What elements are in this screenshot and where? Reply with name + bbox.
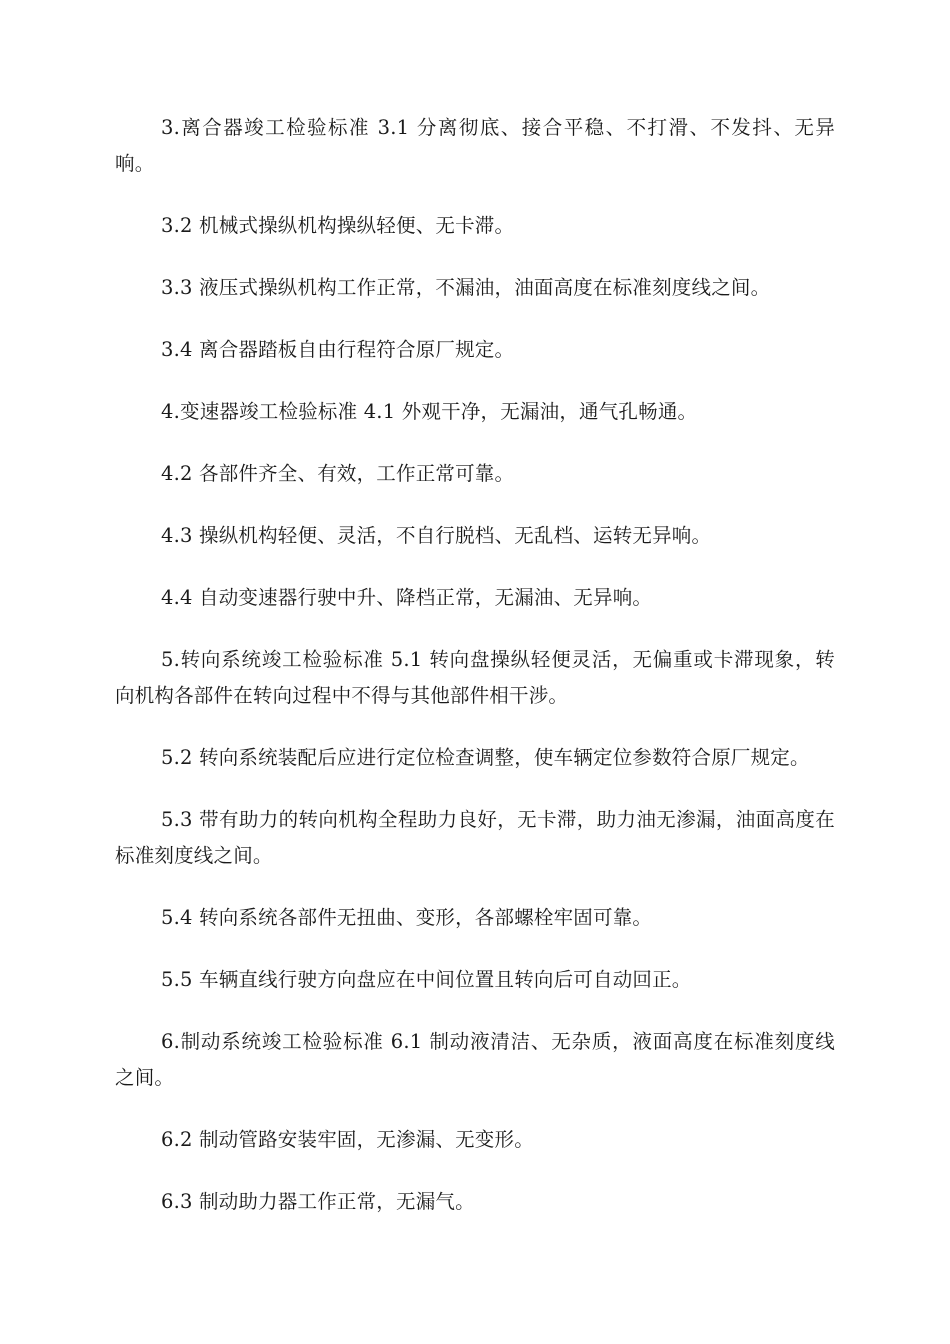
paragraph-transmission-control: 4.3 操纵机构轻便、灵活，不自行脱档、无乱档、运转无异响。 <box>161 524 712 547</box>
paragraph-transmission-standard: 4.变速器竣工检验标准 4.1 外观干净，无漏油，通气孔畅通。 <box>161 400 698 423</box>
paragraph-clutch-pedal: 3.4 离合器踏板自由行程符合原厂规定。 <box>161 338 515 361</box>
paragraph-steering-parts: 5.4 转向系统各部件无扭曲、变形，各部螺栓牢固可靠。 <box>161 906 653 929</box>
paragraph-steering-wheel-return: 5.5 车辆直线行驶方向盘应在中间位置且转向后可自动回正。 <box>161 968 692 991</box>
paragraph-mechanical-control: 3.2 机械式操纵机构操纵轻便、无卡滞。 <box>161 214 515 237</box>
paragraph-clutch-standard: 3.离合器竣工检验标准 3.1 分离彻底、接合平稳、不打滑、不发抖、无异响。 <box>115 116 835 175</box>
paragraph-automatic-transmission: 4.4 自动变速器行驶中升、降档正常，无漏油、无异响。 <box>161 586 653 609</box>
paragraph-brake-standard: 6.制动系统竣工检验标准 6.1 制动液清洁、无杂质，液面高度在标准刻度线之间。 <box>115 1030 835 1089</box>
paragraph-transmission-parts: 4.2 各部件齐全、有效，工作正常可靠。 <box>161 462 515 485</box>
paragraph-brake-lines: 6.2 制动管路安装牢固，无渗漏、无变形。 <box>161 1128 534 1151</box>
document-body <box>115 110 835 1246</box>
paragraph-steering-alignment: 5.2 转向系统装配后应进行定位检查调整，使车辆定位参数符合原厂规定。 <box>161 746 810 769</box>
paragraph-hydraulic-control: 3.3 液压式操纵机构工作正常，不漏油，油面高度在标准刻度线之间。 <box>161 276 771 299</box>
paragraph-power-steering: 5.3 带有助力的转向机构全程助力良好，无卡滞，助力油无渗漏，油面高度在标准刻度线之间。 <box>115 808 835 867</box>
paragraph-brake-booster: 6.3 制动助力器工作正常，无漏气。 <box>161 1190 475 1213</box>
paragraph-steering-standard: 5.转向系统竣工检验标准 5.1 转向盘操纵轻便灵活，无偏重或卡滞现象，转向机构各部件在转向过程中不得与其他部件相干涉。 <box>115 648 835 707</box>
